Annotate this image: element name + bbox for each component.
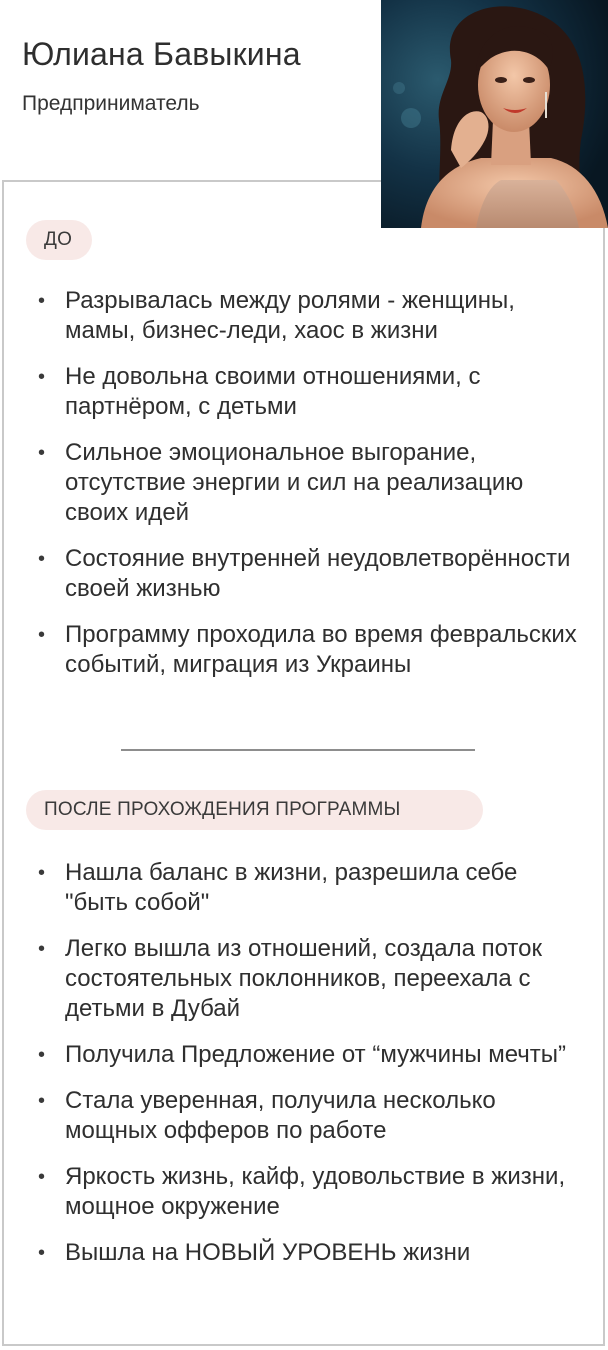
list-item bbox=[38, 1040, 578, 1070]
list-item-text: Яркость жизнь, кайф, удовольствие в жизни, мощное окружение bbox=[65, 1163, 566, 1220]
after-tag: ПОСЛЕ ПРОХОЖДЕНИЯ ПРОГРАММЫ bbox=[26, 790, 483, 830]
bullet-icon: • bbox=[38, 938, 46, 960]
bullet-icon: • bbox=[38, 624, 46, 646]
bullet-icon: • bbox=[38, 1090, 46, 1112]
list-item bbox=[38, 1162, 578, 1222]
list-item bbox=[38, 1238, 578, 1268]
list-item-text: Сильное эмоциональное выгорание, отсутствие энергии и сил на реализацию своих идей bbox=[65, 439, 524, 526]
list-item-text: Получила Предложение от “мужчины мечты” bbox=[65, 1041, 567, 1068]
list-item bbox=[38, 438, 578, 528]
bullet-icon: • bbox=[38, 1044, 46, 1066]
list-item bbox=[38, 620, 578, 680]
list-item bbox=[38, 362, 578, 422]
bullet-icon: • bbox=[38, 1166, 46, 1188]
section-divider bbox=[121, 749, 475, 751]
bullet-icon: • bbox=[38, 548, 46, 570]
list-item bbox=[38, 858, 578, 918]
list-item-text: Стала уверенная, получила несколько мощных офферов по работе bbox=[65, 1087, 496, 1144]
list-item-text: Разрывалась между ролями - женщины, мамы, бизнес-леди, хаос в жизни bbox=[65, 287, 515, 344]
list-item-text: Вышла на НОВЫЙ УРОВЕНЬ жизни bbox=[65, 1239, 471, 1266]
profile-photo bbox=[381, 0, 608, 228]
list-item bbox=[38, 934, 578, 1024]
bullet-icon: • bbox=[38, 442, 46, 464]
list-item-text: Нашла баланс в жизни, разрешила себе "быть собой" bbox=[65, 859, 518, 916]
list-item bbox=[38, 1086, 578, 1146]
bullet-icon: • bbox=[38, 366, 46, 388]
profile-role: Предприниматель bbox=[22, 92, 200, 115]
bullet-icon: • bbox=[38, 290, 46, 312]
before-list bbox=[38, 286, 578, 696]
list-item-text: Состояние внутренней неудовлетворённости своей жизнью bbox=[65, 545, 571, 602]
before-tag: ДО bbox=[26, 220, 92, 260]
bullet-icon: • bbox=[38, 1242, 46, 1264]
list-item bbox=[38, 544, 578, 604]
after-list bbox=[38, 858, 578, 1284]
list-item-text: Программу проходила во время февральских событий, миграция из Украины bbox=[65, 621, 577, 678]
profile-name: Юлиана Бавыкина bbox=[22, 36, 301, 72]
list-item-text: Легко вышла из отношений, создала поток состоятельных поклонников, переехала с детьми в Дубай bbox=[65, 935, 542, 1022]
bullet-icon: • bbox=[38, 862, 46, 884]
list-item-text: Не довольна своими отношениями, с партнёром, с детьми bbox=[65, 363, 481, 420]
list-item bbox=[38, 286, 578, 346]
